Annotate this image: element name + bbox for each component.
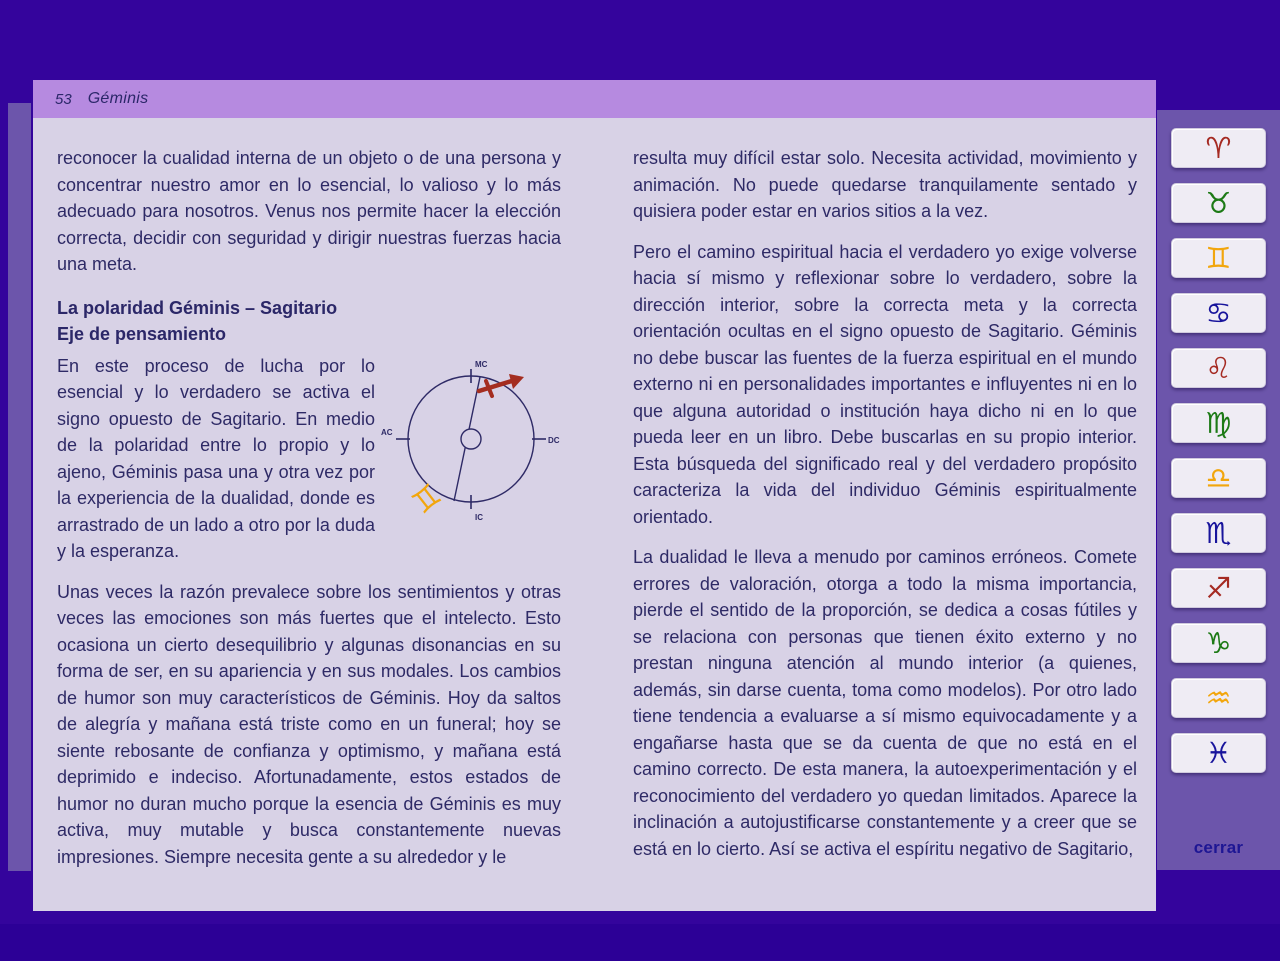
gemini-icon: ♊ (1205, 240, 1232, 275)
paragraph: Unas veces la razón prevalece sobre los sentimientos y otras veces las emociones son más fuertes que el intelecto. Esto ocasiona un cierto desequilibrio y algunas disonancias en su forma de ser, en su apariencia y en sus modales. Los cambios de humor son muy característicos de Géminis. Hoy da saltos de alegría y mañana está triste como en un funeral; hoy se siente rebosante de confianza y optimismo, y mañana está deprimido e indeciso. Afortunadamente, estos estados de humor no duran mucho porque la esencia de Géminis es muy activa, muy mutable y busca constantemente nuevas impresiones. Siempre necesita gente a su alrededor y le (57, 581, 561, 867)
right-column (633, 145, 1137, 884)
sidebar-button-aries[interactable] (1171, 128, 1266, 168)
close-link[interactable]: cerrar (1193, 838, 1244, 857)
sidebar-button-cancer[interactable] (1171, 293, 1266, 333)
polarity-axis-diagram (381, 355, 561, 523)
page-body (33, 118, 1156, 884)
sidebar-button-sagitario[interactable] (1171, 568, 1266, 608)
gemini-glyph-icon: ♊ (405, 476, 449, 522)
paragraph: reconocer la cualidad interna de un objeto o de una persona y concentrar nuestro amor en lo esencial, lo valioso y lo más adecuado para nosotros. Venus nos permite hacer la elección correcta, decidir con seguridad y dirigir nuestras fuerzas hacia una meta. (57, 148, 561, 274)
cancer-icon: ♋ (1205, 295, 1232, 330)
libra-icon: ♎ (1205, 460, 1232, 495)
left-accent-strip (8, 103, 31, 871)
sidebar-button-libra[interactable] (1171, 458, 1266, 498)
dc-label: DC (548, 435, 560, 445)
sidebar-button-leo[interactable] (1171, 348, 1266, 388)
paragraph: Pero el camino espiritual hacia el verdadero yo exige volverse hacia sí mismo y reflexionar sobre lo verdadero, sobre la dirección interior, sobre la correcta meta y la correcta orientación ocultas en el signo opuesto de Sagitario. Géminis no debe buscar las fuentes de la fuerza espiritual en el mundo externo ni en personalidades importantes e influyentes ni en lo que alguna autoridad o institución haya dicho ni en lo que pueda leer en un libro. Debe buscarlas en su propio interior. Esta búsqueda del significado real y del verdadero propósito caracteriza la vida del individuo Géminis espiritualmente orientado. (633, 241, 1137, 527)
zodiac-sidebar (1157, 110, 1280, 870)
sagittarius-icon: ♐ (1205, 570, 1232, 605)
left-column (57, 145, 561, 884)
virgo-icon: ♍ (1205, 405, 1232, 440)
aries-icon: ♈ (1205, 130, 1232, 165)
bottom-band (0, 924, 1280, 961)
sidebar-button-escorpio[interactable] (1171, 513, 1266, 553)
sidebar-button-geminis[interactable] (1171, 238, 1266, 278)
page-number: 53 (55, 90, 72, 108)
page-header (33, 80, 1156, 118)
capricorn-icon: ♑ (1205, 625, 1232, 660)
section-heading (57, 295, 561, 347)
page-panel (33, 80, 1156, 911)
taurus-icon: ♉ (1205, 185, 1232, 220)
aquarius-icon: ♒ (1205, 680, 1232, 715)
wheel-center-circle (461, 429, 481, 449)
ac-label: AC (381, 427, 393, 437)
sidebar-button-piscis[interactable] (1171, 733, 1266, 773)
mc-label: MC (475, 359, 488, 369)
leo-icon: ♌ (1205, 350, 1232, 385)
scorpio-icon: ♏ (1205, 515, 1232, 550)
paragraph: La dualidad le lleva a menudo por caminos erróneos. Comete errores de valoración, otorga a todo la misma importancia, pierde el sentido de la proporción, se dedica a cosas fútiles y se relaciona con personas que tienen éxito externo y no prestan ninguna atención al mundo interior (a quienes, además, sin darse cuenta, toma como modelos). Por otro lado tiene tendencia a evaluarse a sí mismo equivocadamente y a engañarse hasta que se da cuenta de que no está en el camino correcto. De esta manera, la autoexperimentación y el reconocimiento del verdadero yo quedan limitados. Aparece la inclinación a autojustificarse constantemente y a creer que se está en lo cierto. Así se activa el espíritu negativo de Sagitario, (633, 547, 1137, 859)
zodiac-button-list (1157, 110, 1280, 773)
pisces-icon: ♓ (1205, 735, 1232, 770)
sidebar-button-virgo[interactable] (1171, 403, 1266, 443)
ic-label: IC (475, 512, 483, 522)
sidebar-button-capricornio[interactable] (1171, 623, 1266, 663)
page-title: Géminis (87, 90, 149, 107)
sidebar-button-acuario[interactable] (1171, 678, 1266, 718)
heading-line-1: La polaridad Géminis – Sagitario (57, 297, 338, 318)
sidebar-button-tauro[interactable] (1171, 183, 1266, 223)
paragraph: resulta muy difícil estar solo. Necesita actividad, movimiento y animación. No puede quedarse tranquilamente sentado y quisiera poder estar en varios sitios a la vez. (633, 148, 1137, 221)
heading-line-2: Eje de pensamiento (57, 323, 227, 344)
paragraph-with-diagram (57, 353, 561, 565)
paragraph-text: En este proceso de lucha por lo esencial y lo verdadero se activa el signo opuesto de Sagitario. En medio de la polaridad entre lo propio y lo ajeno, Géminis pasa una y otra vez por la experiencia de la dualidad, donde es arrastrado de un lado a otro por la duda y la esperanza. (57, 355, 375, 561)
